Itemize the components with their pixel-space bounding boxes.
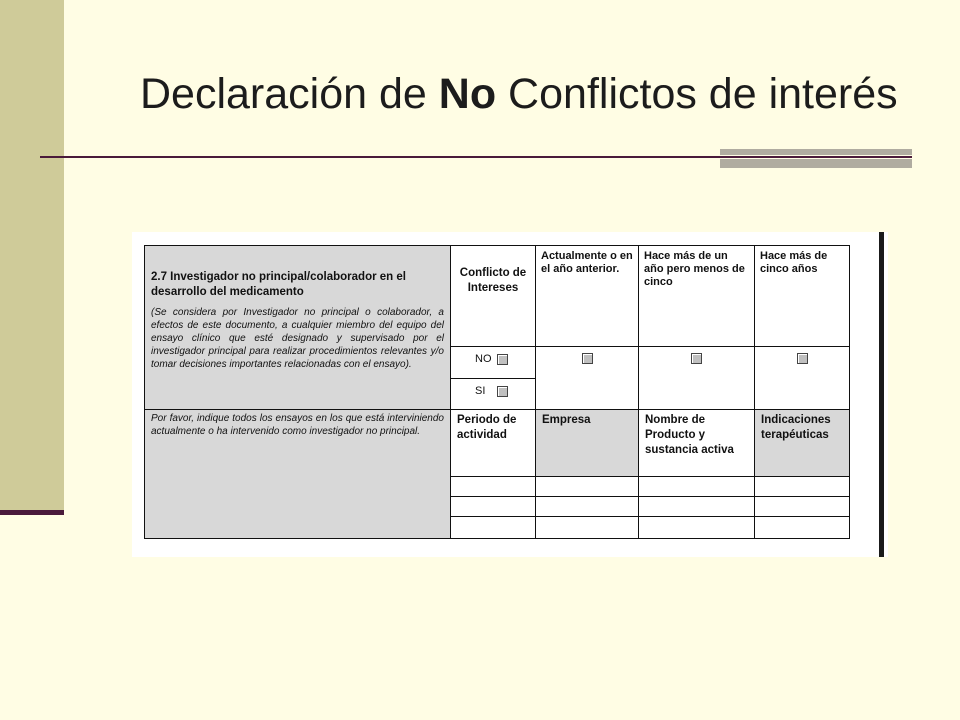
col-header-one-to-five: Hace más de un año pero menos de cinco xyxy=(639,246,755,347)
checkbox-icon[interactable] xyxy=(497,354,508,365)
form-image-edge xyxy=(879,232,884,557)
entry-cell[interactable] xyxy=(536,497,639,517)
question-cell xyxy=(145,246,451,410)
entry-cell[interactable] xyxy=(451,477,536,497)
entry-cell[interactable] xyxy=(451,497,536,517)
checkbox-icon[interactable] xyxy=(497,386,508,397)
sub-header-indications: Indicaciones terapéuticas xyxy=(755,410,850,477)
one-to-five-cell xyxy=(639,347,755,410)
slide-title xyxy=(140,70,898,119)
checkbox-icon[interactable] xyxy=(691,353,702,364)
title-part-2: Conflictos de interés xyxy=(496,70,898,118)
entry-cell[interactable] xyxy=(451,517,536,539)
entry-cell[interactable] xyxy=(536,477,639,497)
sub-header-product: Nombre de Producto y sustancia activa xyxy=(639,410,755,477)
question-title: 2.7 Investigador no principal/colaborador en el desarrollo del medicamento xyxy=(151,271,406,298)
entry-cell[interactable] xyxy=(755,477,850,497)
checkbox-icon[interactable] xyxy=(797,353,808,364)
entry-cell[interactable] xyxy=(639,497,755,517)
five-plus-cell xyxy=(755,347,850,410)
entry-cell[interactable] xyxy=(755,497,850,517)
option-no-label: NO xyxy=(475,353,492,365)
col-header-current: Actualmente o en el año anterior. xyxy=(536,246,639,347)
question-note: (Se considera por Investigador no principal o colaborador, a efectos de este documento, a cualquier miembro del equipo del ensayo clínico que esté designado y supervisado por el investigador principal para realizar procedimientos relevantes y/o tomar decisiones importantes relacionadas con el ensayo). xyxy=(151,307,444,370)
title-rule-accent-lower xyxy=(720,159,912,168)
entry-cell[interactable] xyxy=(536,517,639,539)
instructions-text: Por favor, indique todos los ensayos en los que está interviniendo actualmente o ha intervenido como investigador no principal. xyxy=(151,413,444,437)
entry-cell[interactable] xyxy=(755,517,850,539)
title-rule-accent xyxy=(720,149,912,155)
sub-header-period: Periodo de actividad xyxy=(451,410,536,477)
title-emphasis: No xyxy=(438,70,497,118)
option-si-label: SI xyxy=(475,385,486,397)
title-rule xyxy=(40,156,912,158)
entry-cell[interactable] xyxy=(639,517,755,539)
col-header-five-plus: Hace más de cinco años xyxy=(755,246,850,347)
conflict-of-interest-form xyxy=(144,245,850,539)
instructions-cell xyxy=(145,410,451,539)
option-si-cell xyxy=(451,379,536,410)
entry-cell[interactable] xyxy=(639,477,755,497)
decorative-sidebar xyxy=(0,0,64,512)
checkbox-icon[interactable] xyxy=(582,353,593,364)
sidebar-rule xyxy=(0,510,64,515)
current-cell xyxy=(536,347,639,410)
title-part-1: Declaración de xyxy=(140,70,439,118)
sub-header-company: Empresa xyxy=(536,410,639,477)
col-header-conflict: Conflicto de Intereses xyxy=(451,246,536,347)
option-no-cell xyxy=(451,347,536,379)
